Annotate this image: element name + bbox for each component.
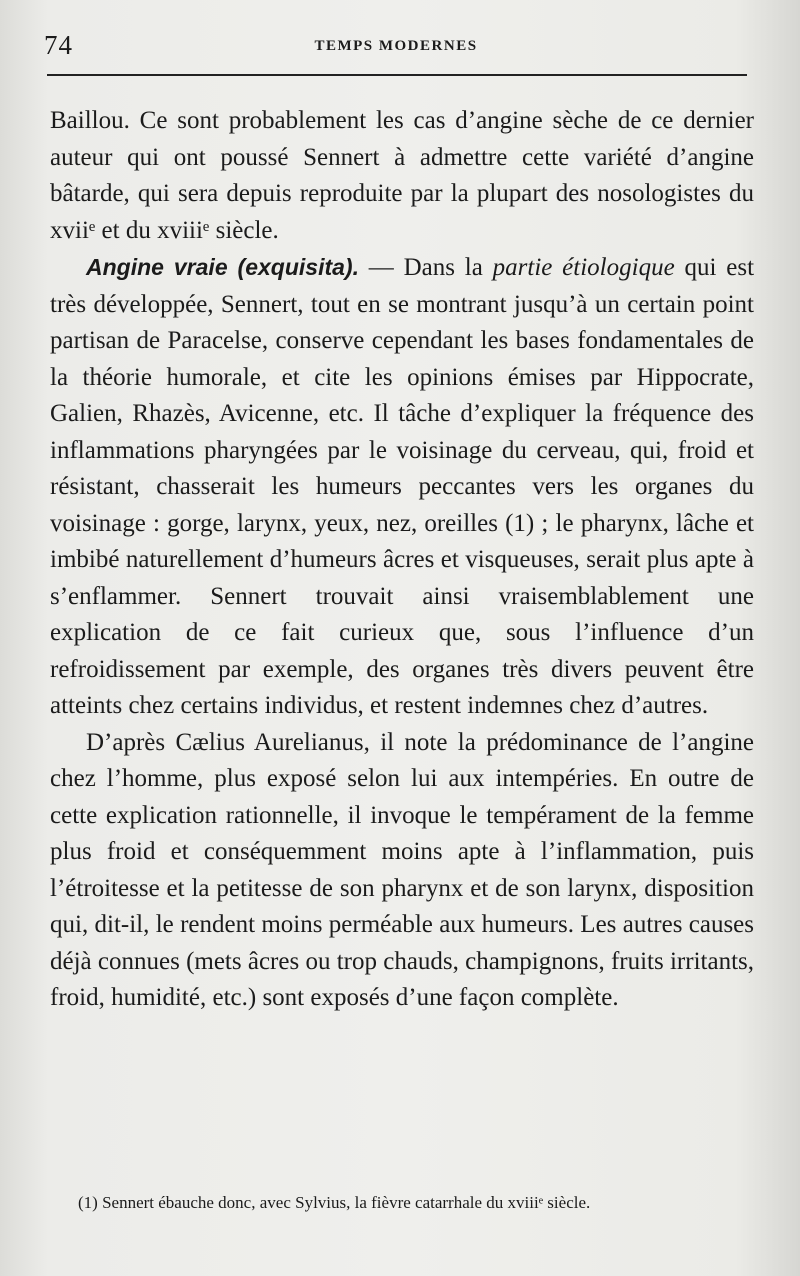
paragraph-2-italic: partie étiologique (492, 254, 675, 281)
page-header (44, 30, 748, 66)
paragraph-2-text-b: qui est très développée, Sennert, tout en se montrant jusqu’à un certain point partisan de Paracelse, conserve cependant les bases fondamentales de la théorie humorale, et cite les opinions émises par Hippocrate, Galien, Rhazès, Avicenne, etc. Il tâche d’expliquer la fréquence des inflammations pharyngées par le voisinage du cerveau, qui, froid et résistant, chasserait les humeurs peccantes vers les organes du voisinage : gorge, larynx, yeux, nez, oreilles (1) ; le pharynx, lâche et imbibé naturellement d’humeurs âcres et visqueuses, serait plus apte à s’enflammer. Sennert trouvait ainsi vraisemblablement une explication de ce fait curieux que, sous l’influence d’un refroidissement par exemple, des organes très divers peuvent être atteints chez certains individus, et restent indemnes chez d’autres. (50, 254, 755, 719)
footnote: (1) Sennert ébauche donc, avec Sylvius, la fièvre catarrhale du xviiiᵉ siècle. (78, 1193, 591, 1212)
paragraph-2-text-a: — Dans la (358, 254, 493, 281)
body-text (50, 103, 754, 1017)
paragraph-3: D’après Cælius Aurelianus, il note la prédominance de l’angine chez l’homme, plus exposé selon lui aux intempéries. En outre de cette explication rationnelle, il invoque le tempérament de la femme plus froid et conséquemment moins apte à l’inflammation, puis l’étroitesse et la petitesse de son pharynx et de son larynx, disposition qui, dit-il, le rendent moins perméable aux humeurs. Les autres causes déjà connues (mets âcres ou trop chauds, champignons, fruits irritants, froid, humidité, etc.) sont exposés d’une façon complète. (50, 728, 754, 1011)
page-number: 74 (44, 30, 73, 60)
header-rule (47, 74, 747, 76)
running-title: TEMPS MODERNES (314, 38, 478, 54)
paragraph-1: Baillou. Ce sont probablement les cas d’angine sèche de ce dernier auteur qui ont poussé Sennert à admettre cette variété d’angine bâtarde, qui sera depuis reproduite par la plupart des nosologistes du xviiᵉ et du xviiiᵉ siècle. (50, 107, 754, 244)
section-heading: Angine vraie (exquisita). (86, 254, 359, 280)
paragraph-2 (50, 249, 754, 725)
